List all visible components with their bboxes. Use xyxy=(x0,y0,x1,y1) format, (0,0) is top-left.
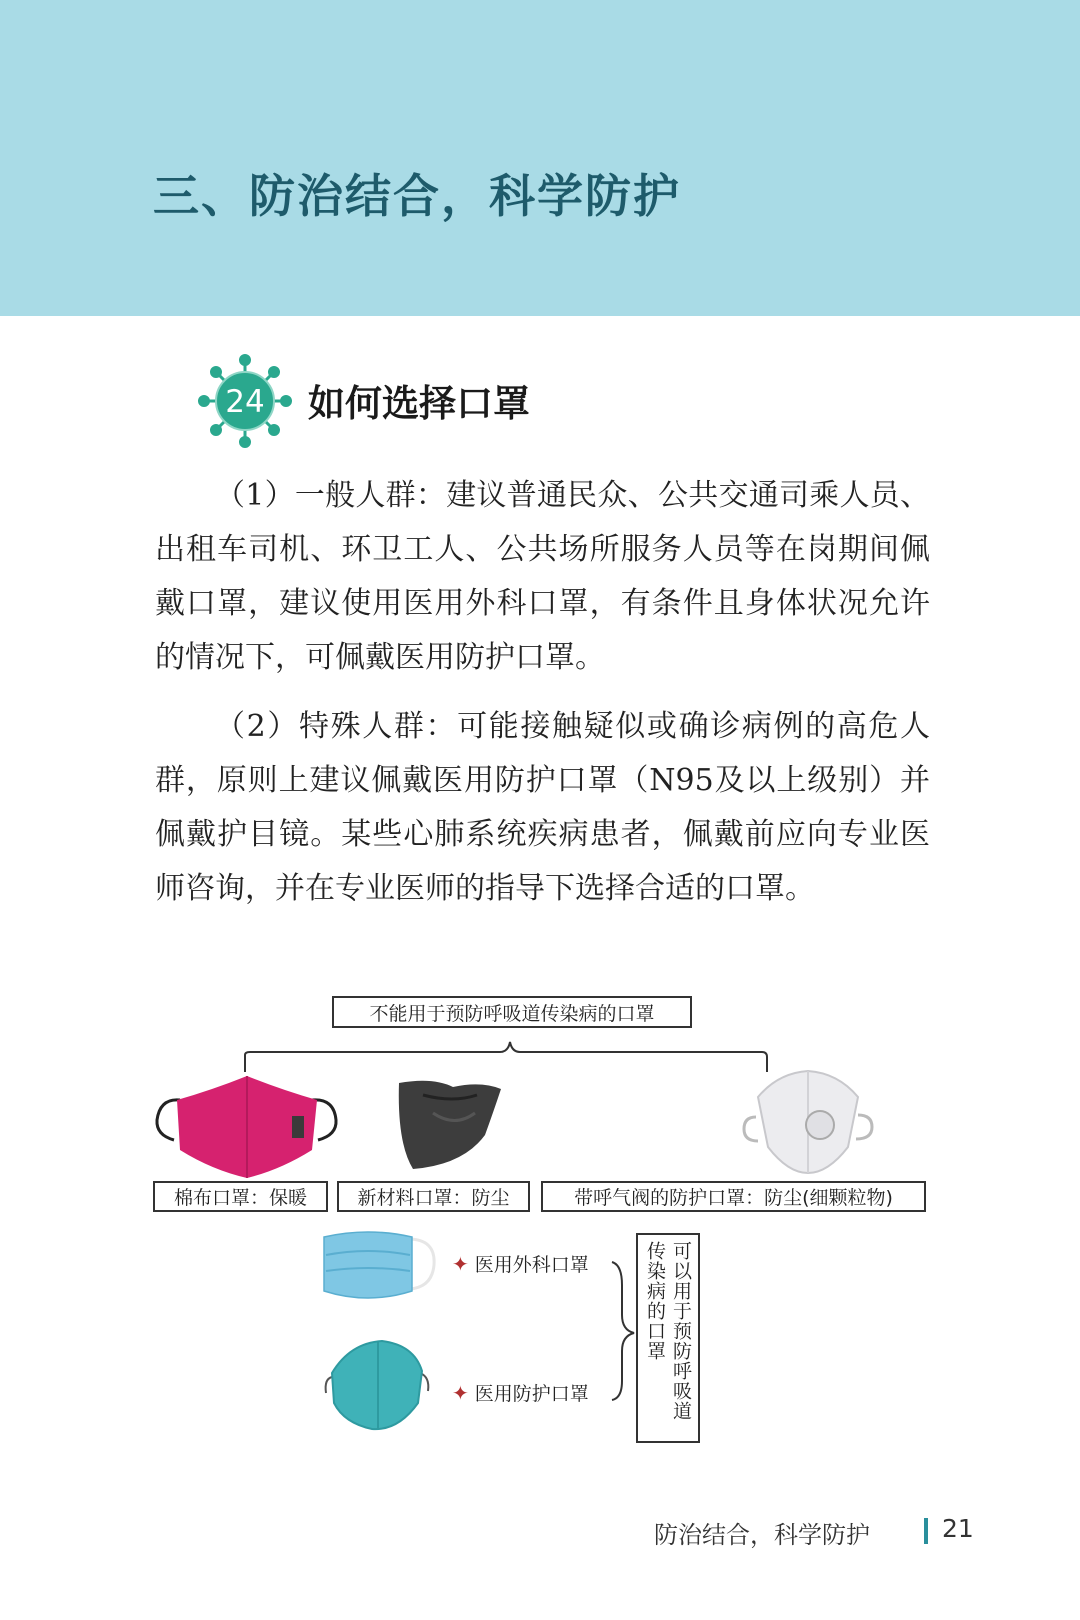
non-protective-masks-label: 不能用于预防呼吸道传染病的口罩 xyxy=(332,996,692,1028)
chapter-title: 三、防治结合，科学防护 xyxy=(153,169,681,223)
protective-mask-item xyxy=(452,1379,589,1406)
n95-mask-icon xyxy=(322,1337,432,1433)
paragraph-general-population: （1）一般人群：建议普通民众、公共交通司乘人员、出租车司机、环卫工人、公共场所服务人员等在岗期间佩戴口罩，建议使用医用外科口罩，有条件且身体状况允许的情况下，可佩戴医用防护口罩。 xyxy=(155,478,930,675)
valve-respirator-label: 带呼气阀的防护口罩：防尘(细颗粒物) xyxy=(541,1181,926,1212)
surgical-mask-label: 医用外科口罩 xyxy=(474,1254,589,1276)
star-bullet-icon: ✦ xyxy=(452,1380,469,1405)
cotton-mask-icon xyxy=(152,1070,342,1180)
cotton-mask-label: 棉布口罩：保暖 xyxy=(153,1181,328,1212)
usable-label-col-1: 可以用于预防呼吸道 xyxy=(670,1241,692,1421)
surgical-mask-item xyxy=(452,1250,589,1277)
footer-divider xyxy=(924,1518,928,1544)
virus-badge-icon xyxy=(198,354,292,448)
section-title: 如何选择口罩 xyxy=(308,382,530,425)
chapter-header-band xyxy=(0,0,1080,316)
page-number: 21 xyxy=(942,1514,974,1543)
sponge-mask-icon xyxy=(393,1073,505,1173)
usable-label-col-2: 传染病的口罩 xyxy=(644,1241,666,1361)
star-bullet-icon: ✦ xyxy=(452,1251,469,1276)
section-number: 24 xyxy=(225,384,265,420)
valve-respirator-icon xyxy=(738,1067,878,1175)
protective-mask-label: 医用防护口罩 xyxy=(474,1383,589,1405)
paragraph-special-population: （2）特殊人群：可能接触疑似或确诊病例的高危人群，原则上建议佩戴医用防护口罩（N95及以上级别）并佩戴护目镜。某些心肺系统疾病患者，佩戴前应向专业医师咨询，并在专业医师的指导下选择合适的口罩。 xyxy=(155,709,930,906)
usable-masks-label xyxy=(636,1233,700,1443)
surgical-mask-icon xyxy=(318,1225,438,1309)
running-title: 防治结合，科学防护 xyxy=(654,1521,870,1549)
new-material-mask-label: 新材料口罩：防尘 xyxy=(337,1181,530,1212)
